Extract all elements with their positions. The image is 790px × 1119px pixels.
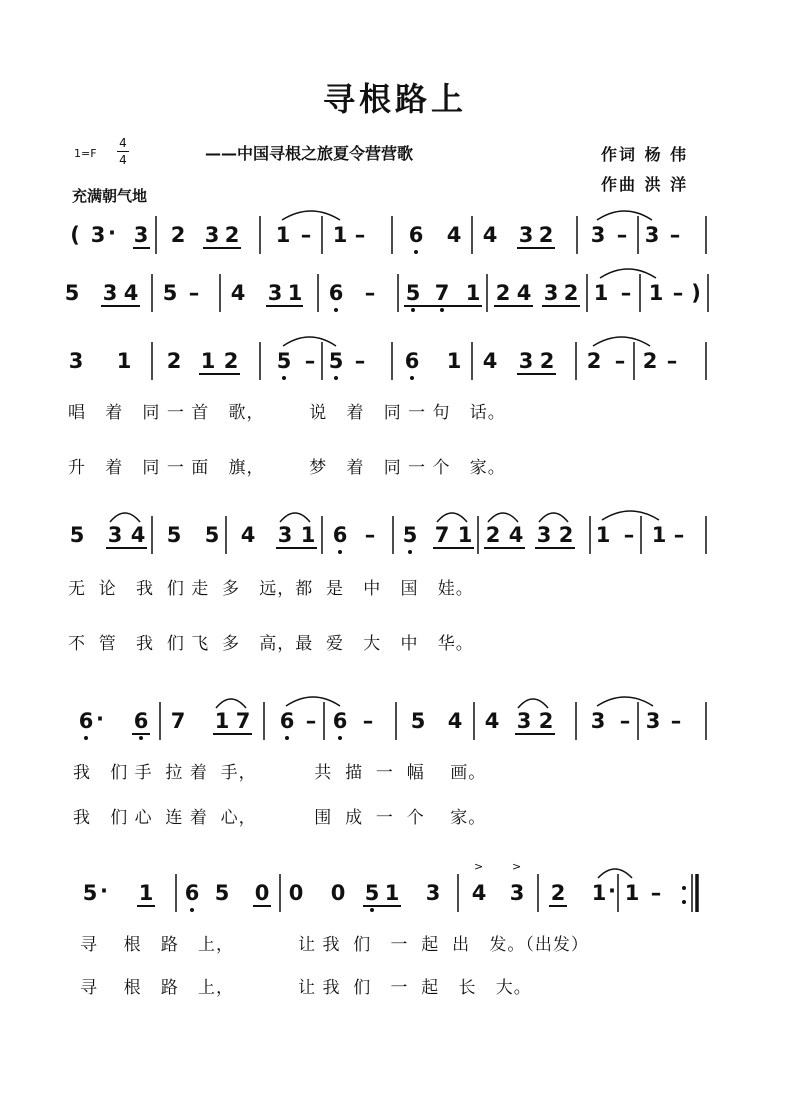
note: 3 [267, 281, 283, 305]
note: 4 [508, 523, 524, 547]
slur [597, 211, 652, 220]
note: 1 [384, 881, 400, 905]
slur [488, 513, 518, 522]
note: 5 [410, 709, 426, 733]
note: 5 [276, 349, 292, 373]
note: 2 [223, 349, 239, 373]
note: 1 [138, 881, 154, 905]
note: 3 [102, 281, 118, 305]
note: 1 [591, 881, 607, 905]
note: 5 [162, 281, 178, 305]
note: 7 [434, 281, 450, 305]
note: 5 [64, 281, 80, 305]
note: 4 [516, 281, 532, 305]
octave-dot [338, 736, 342, 740]
note: 2 [224, 223, 240, 247]
note: ( [70, 223, 80, 247]
note: 2 [495, 281, 511, 305]
svg-text:·: · [100, 879, 108, 903]
svg-text:·: · [96, 707, 104, 731]
slur [286, 697, 340, 706]
note: 2 [558, 523, 574, 547]
note: 5 [402, 523, 418, 547]
note: 4 [482, 349, 498, 373]
note: 5 [328, 349, 344, 373]
note: – [304, 349, 316, 373]
octave-dot [682, 900, 686, 904]
note: – [666, 349, 678, 373]
key-signature: 1=F [74, 147, 97, 160]
note: 1 [332, 223, 348, 247]
note: 3 [645, 709, 661, 733]
note: 0 [330, 881, 346, 905]
slur [600, 269, 656, 278]
note: 6 [404, 349, 420, 373]
note: 5 [82, 881, 98, 905]
lyric-line: 寻 根 路 上， 让 我 们 一 起 出 发。（出发） [80, 935, 589, 955]
note: 3 [509, 881, 525, 905]
note: 6 [279, 709, 295, 733]
note: 1 [116, 349, 132, 373]
octave-dot [334, 308, 338, 312]
octave-dot [282, 376, 286, 380]
note: – [616, 223, 628, 247]
octave-dot [84, 736, 88, 740]
octave-dot [440, 308, 444, 312]
note: 6 [133, 709, 149, 733]
note: 4 [130, 523, 146, 547]
note: 6 [78, 709, 94, 733]
note: 4 [447, 709, 463, 733]
slur [110, 513, 140, 522]
note: 5 [166, 523, 182, 547]
note: 4 [230, 281, 246, 305]
note: 2 [538, 709, 554, 733]
note: 2 [170, 223, 186, 247]
note: 5 [405, 281, 421, 305]
note: – [188, 281, 200, 305]
note: 2 [538, 223, 554, 247]
note: 5 [204, 523, 220, 547]
note: 5 [364, 881, 380, 905]
note: – [362, 709, 374, 733]
note: 4 [482, 223, 498, 247]
slur [597, 697, 653, 706]
note: 4 [471, 881, 487, 905]
note: 1 [651, 523, 667, 547]
slur [282, 211, 340, 220]
slur [283, 337, 336, 346]
lyric-line: 我 们 手 拉 着 手， 共 描 一 幅 画。 [73, 763, 487, 783]
note: 2 [642, 349, 658, 373]
note: 1 [446, 349, 462, 373]
svg-text:>: > [474, 860, 484, 873]
note: 2 [563, 281, 579, 305]
slur [280, 513, 310, 522]
note: 4 [123, 281, 139, 305]
note: 7 [235, 709, 251, 733]
note: – [673, 523, 685, 547]
note: 2 [485, 523, 501, 547]
note: 1 [214, 709, 230, 733]
note: – [619, 709, 631, 733]
note: 1 [624, 881, 640, 905]
note: 3 [133, 223, 149, 247]
lyric-line: 唱 着 同 一 首 歌， 说 着 同 一 句 话。 [68, 403, 506, 423]
lyricist-credit: 作词 杨 伟 [601, 145, 689, 164]
note: 3 [204, 223, 220, 247]
octave-dot [370, 908, 374, 912]
slur [598, 869, 632, 878]
note: 1 [457, 523, 473, 547]
svg-text:>: > [512, 860, 522, 873]
octave-dot [334, 376, 338, 380]
note: 1 [593, 281, 609, 305]
note: 4 [446, 223, 462, 247]
note: 3 [644, 223, 660, 247]
octave-dot [190, 908, 194, 912]
note: 3 [68, 349, 84, 373]
note: 3 [518, 223, 534, 247]
note: – [354, 349, 366, 373]
note: 6 [328, 281, 344, 305]
note: 7 [170, 709, 186, 733]
note: 4 [484, 709, 500, 733]
note: – [669, 223, 681, 247]
tempo-marking: 充满朝气地 [72, 187, 148, 205]
octave-dot [414, 250, 418, 254]
note: – [672, 281, 684, 305]
note: 3 [277, 523, 293, 547]
note: – [650, 881, 662, 905]
note: – [364, 281, 376, 305]
note: 2 [166, 349, 182, 373]
note: – [623, 523, 635, 547]
note: 1 [648, 281, 664, 305]
octave-dot [338, 550, 342, 554]
octave-dot [682, 886, 686, 890]
lyric-line: 寻 根 路 上， 让 我 们 一 起 长 大。 [80, 978, 532, 998]
song-title: 寻根路上 [322, 80, 467, 118]
svg-text:·: · [608, 879, 616, 903]
note: – [670, 709, 682, 733]
note: – [305, 709, 317, 733]
slur [539, 513, 568, 522]
note: – [614, 349, 626, 373]
note: 4 [240, 523, 256, 547]
octave-dot [408, 550, 412, 554]
note: 6 [408, 223, 424, 247]
subtitle: ——中国寻根之旅夏令营营歌 [205, 144, 414, 163]
note: – [364, 523, 376, 547]
note: 1 [465, 281, 481, 305]
note: 3 [543, 281, 559, 305]
note: 1 [595, 523, 611, 547]
slur [216, 699, 246, 708]
note: 3 [107, 523, 123, 547]
note: 3 [536, 523, 552, 547]
note: 2 [550, 881, 566, 905]
lyric-line: 不 管 我 们 飞 多 高，最 爱 大 中 华。 [68, 634, 474, 654]
octave-dot [139, 736, 143, 740]
note: 3 [518, 349, 534, 373]
note: 2 [539, 349, 555, 373]
note: 0 [288, 881, 304, 905]
note: 3 [590, 709, 606, 733]
note: 5 [214, 881, 230, 905]
note: 6 [332, 523, 348, 547]
note: – [300, 223, 312, 247]
note: ) [691, 281, 701, 305]
note: – [354, 223, 366, 247]
lyric-line: 我 们 心 连 着 心， 围 成 一 个 家。 [73, 808, 487, 828]
time-signature: 4 4 [117, 136, 129, 167]
note: 1 [275, 223, 291, 247]
slur [593, 337, 650, 346]
note: 6 [332, 709, 348, 733]
note: 6 [184, 881, 200, 905]
slur [518, 699, 548, 708]
lyric-line: 无 论 我 们 走 多 远，都 是 中 国 娃。 [68, 579, 474, 599]
slur [602, 511, 659, 520]
note: 3 [90, 223, 106, 247]
note: 7 [434, 523, 450, 547]
note: – [620, 281, 632, 305]
note: 1 [287, 281, 303, 305]
note: 1 [200, 349, 216, 373]
octave-dot [411, 308, 415, 312]
note: 2 [586, 349, 602, 373]
octave-dot [285, 736, 289, 740]
note: 3 [425, 881, 441, 905]
note: 0 [254, 881, 270, 905]
note: 5 [69, 523, 85, 547]
octave-dot [410, 376, 414, 380]
lyric-line: 升 着 同 一 面 旗， 梦 着 同 一 个 家。 [68, 458, 506, 478]
note: 1 [300, 523, 316, 547]
note: 3 [590, 223, 606, 247]
composer-credit: 作曲 洪 洋 [601, 175, 689, 194]
slur [437, 513, 467, 522]
svg-text:·: · [108, 221, 116, 245]
note: 3 [516, 709, 532, 733]
